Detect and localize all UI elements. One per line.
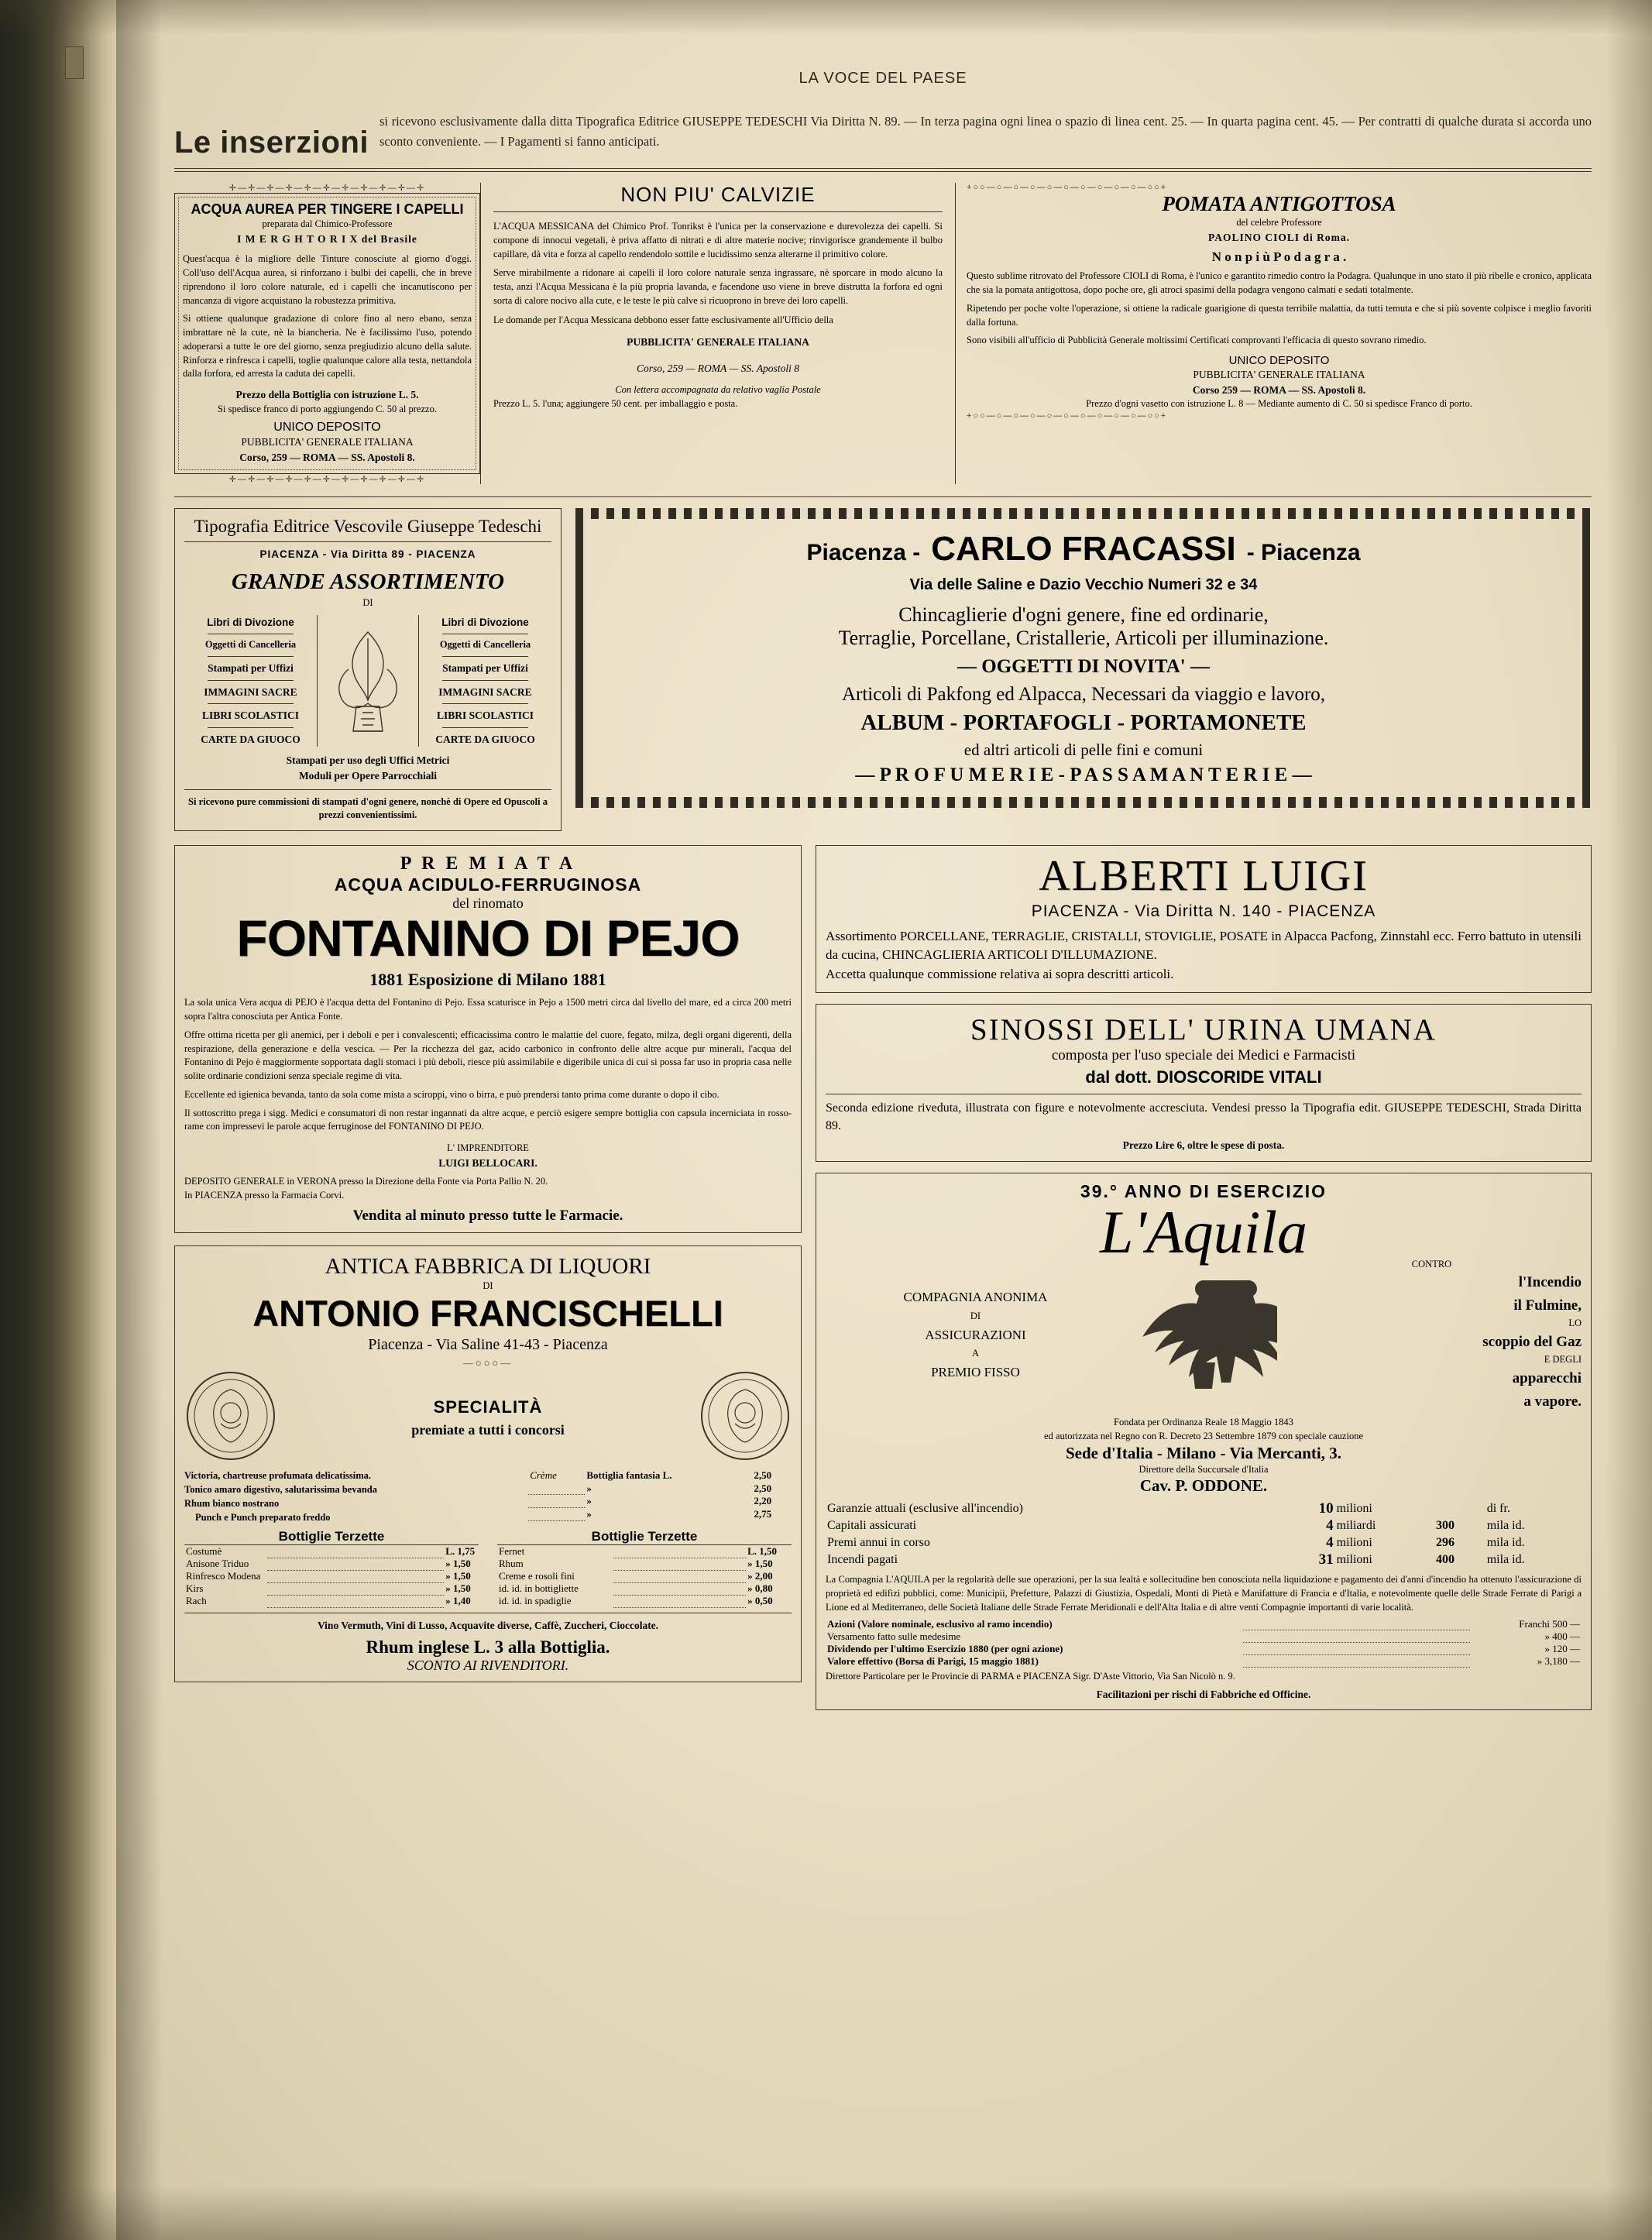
tedeschi-right-0: Libri di Divozione xyxy=(441,616,529,628)
liquori-sconto: SCONTO AI RIVENDITORI. xyxy=(407,1658,569,1674)
page-content xyxy=(174,108,1592,1710)
aquila-sede: Sede d'Italia - Milano - Via Mercanti, 3. xyxy=(1065,1443,1341,1462)
aquila-direttore-label: Direttore della Succursale d'Italia xyxy=(1139,1463,1269,1475)
second-ads-row xyxy=(174,508,1592,832)
ad-carlo-fracassi xyxy=(575,508,1592,832)
calvizie-note: Con lettera accompagnata da relativo vaglia Postale xyxy=(615,384,821,396)
inserzioni-banner xyxy=(174,108,1592,160)
ad-tipografia-tedeschi xyxy=(174,508,562,832)
fracassi-l7: — P R O F U M E R I E - P A S S A M A N T E R I E — xyxy=(855,764,1312,785)
pejo-p2: Offre ottima ricetta per gli anemici, per i deboli e per i convalescenti; efficacissima contro le malattie del cuore, fegato, milza, degli organi digerenti, della respirazione, della generazione e della vescica. — Per la ricchezza del gaz, acido carbonico in confronto delle altre acque pur minerali, l'acqua del Fontanino di Pejo è maggiormente sopportata dagli stomaci i più deboli, riesce più assimilabile e digeribile unica di cui si possa far uso in propria casa nelle solite ordinarie condizioni senza speciale regime di vita. xyxy=(184,1029,792,1082)
table-row xyxy=(826,1500,1582,1517)
pomata-title: POMATA ANTIGOTTOSA xyxy=(1162,192,1396,215)
tr-price-4: » 0,50 xyxy=(747,1595,773,1607)
binding-shadow xyxy=(116,0,163,2240)
tedeschi-list-left xyxy=(184,615,317,747)
tedeschi-left-3: IMMAGINI SACRE xyxy=(204,685,297,698)
page-tab-marker xyxy=(65,46,84,79)
third-ads-row xyxy=(174,845,1592,1710)
liquori-creme-price-3: 2,75 xyxy=(754,1508,772,1520)
fracassi-l5: ALBUM - PORTAFOGLI - PORTAMONETE xyxy=(860,709,1307,735)
pomata-ornament-bottom: +○○—○—○—○—○—○—○—○—○—○—○○+ xyxy=(967,411,1168,421)
aquila-left-0: COMPAGNIA ANONIMA xyxy=(903,1290,1048,1305)
liquori-addr: Piacenza - Via Saline 41-43 - Piacenza xyxy=(368,1336,608,1354)
tl-price-0: L. 1,75 xyxy=(445,1545,476,1558)
pomata-deposito-addr: Corso 259 — ROMA — SS. Apostoli 8. xyxy=(1192,383,1366,396)
acqua-aurea-p1: Quest'acqua è la migliore delle Tinture conosciute al giorno d'oggi. Coll'uso dell'Acqua aurea, si rinforzano i bulbi dei capelli, che in breve riprendono il loro colore naturale, ed i capelli che incanutiscono per mancanza di vigore acquistano la robustezza primitiva. xyxy=(183,253,472,306)
ad-antica-fabbrica-liquori: ANTICA FABBRICA DI LIQUORI DI ANTONIO FRANCISCHELLI Piacenza - Via Saline 41-43 - Piacenza —○○○— SPECIALITÀ premiate a tutti i concorsi Victoria, chartreuse profumata delicatissima. Tonico amaro digestivo, salutarissima bevanda Rhum bianco nostrano Punch e Punch preparato freddo Crème Bottiglia fantasia L. 2,50 » 2,50 » 2,20 » 2,75 Bottiglie Terzette Costumè L. 1,75 Anisone Triduo » 1,50 Rinfresco Modena » 1,50 Kirs » 1,50 Rach » 1,40 Bottiglie Terzette Fernet L. 1,50 Rhum » 1,50 Creme e rosoli fini » 2,00 id. id. in bottigliette » 0,80 id. id. in spadiglie » 0,50 Vino Vermuth, Vini di Lusso, Acquavite diverse, Caffè, Zuccheri, Cioccolate. Rhum inglese L. 3 alla Bottiglia. SCONTO AI RIVENDITORI. xyxy=(174,1245,802,1683)
ad-acqua-aurea xyxy=(174,183,480,484)
liquori-creme-price-0: 2,50 xyxy=(754,1469,772,1482)
aquila-contro-1: il Fulmine, xyxy=(1513,1297,1582,1314)
aquila-row0-tail: di fr. xyxy=(1486,1502,1510,1516)
pejo-imprenditore-label: L' IMPRENDITORE xyxy=(447,1142,529,1154)
liquori-creme-header: Crème xyxy=(530,1469,557,1482)
aquila-share-label-3: Valore effettivo (Borsa di Parigi, 15 maggio 1881) xyxy=(827,1654,1039,1667)
calvizie-prezzo: Prezzo L. 5. l'una; aggiungere 50 cent. per imballaggio e posta. xyxy=(493,398,738,410)
liquori-terzette-right xyxy=(497,1545,792,1608)
pejo-p3: Eccellente ed igienica bevanda, tanto da sola come mista a sciroppi, vino o birra, e può prendersi tanto prima come durante o dopo il cibo. xyxy=(184,1088,720,1100)
liquori-terzette-left-header: Bottiglie Terzette xyxy=(184,1529,479,1545)
tedeschi-left-4: LIBRI SCOLASTICI xyxy=(202,709,299,722)
liquori-item-0: Victoria, chartreuse profumata delicatissima. xyxy=(184,1470,372,1482)
ad-pomata-antigottosa xyxy=(955,183,1592,484)
ornament-bottom: ✛—✛—✛—✛—✛—✛—✛—✛—✛—✛—✛ xyxy=(228,474,426,484)
aquila-row0-unit: milioni xyxy=(1336,1502,1372,1516)
liquori-creme-label-0: Bottiglia fantasia L. xyxy=(586,1469,672,1482)
aquila-row3-label: Incendi pagati xyxy=(827,1553,898,1567)
tl-name-0: Costumè xyxy=(186,1545,222,1558)
acqua-aurea-deposito-label: UNICO DEPOSITO xyxy=(273,421,381,435)
liquori-item-1: Tonico amaro digestivo, salutarissima bevanda xyxy=(184,1484,377,1496)
page-edge-bottom xyxy=(0,2186,1652,2240)
aquila-row2-tail: mila id. xyxy=(1486,1536,1525,1550)
sinossi-prezzo: Prezzo Lire 6, oltre le spese di posta. xyxy=(1122,1139,1285,1152)
acqua-aurea-title: ACQUA AUREA PER TINGERE I CAPELLI xyxy=(191,201,464,217)
inserzioni-title: Le inserzioni xyxy=(174,125,369,160)
tl-price-3: » 1,50 xyxy=(445,1582,471,1595)
tr-name-4: id. id. in spadiglie xyxy=(499,1595,572,1607)
tedeschi-left-5: CARTE DA GIUOCO xyxy=(201,733,301,745)
pomata-prezzo: Prezzo d'ogni vasetto con istruzione L. 8 — Mediante aumento di C. 50 si spedisce Franco di porto. xyxy=(1086,398,1472,410)
aquila-direttore-particolare: Direttore Particolare per le Provincie di PARMA e PIACENZA Sigr. D'Aste Vittorio, Via San Nicolò n. 9. xyxy=(826,1671,1235,1682)
tl-price-2: » 1,50 xyxy=(445,1570,471,1582)
liquori-creme-label-2: » xyxy=(586,1495,592,1507)
aquila-row2-extra: 296 xyxy=(1435,1536,1455,1550)
aquila-row2-label: Premi annui in corso xyxy=(827,1536,930,1550)
tr-name-3: id. id. in bottigliette xyxy=(499,1582,579,1595)
sinossi-title: SINOSSI DELL' URINA UMANA xyxy=(970,1012,1437,1046)
pejo-name: FONTANINO DI PEJO xyxy=(236,909,740,967)
pejo-del: del rinomato xyxy=(452,895,524,911)
aquila-anno: 39.° ANNO DI ESERCIZIO xyxy=(1080,1180,1327,1201)
tedeschi-foot1: Stampati per uso degli Uffici Metrici xyxy=(286,754,450,767)
acqua-aurea-deposito-addr: Corso, 259 — ROMA — SS. Apostoli 8. xyxy=(239,451,415,463)
pomata-p3: Sono visibili all'ufficio di Pubblicità Generale moltissimi Certificati comprovanti l'efficacia di questo sovrano rimedio. xyxy=(967,335,1427,346)
tr-price-3: » 0,80 xyxy=(747,1582,773,1595)
tr-price-0: L. 1,50 xyxy=(747,1545,778,1558)
liquori-terzette-right-header: Bottiglie Terzette xyxy=(497,1529,792,1545)
ad-fontanino-pejo xyxy=(174,845,802,1233)
masthead: LA VOCE DEL PAESE xyxy=(799,70,967,87)
liquori-specialita: SPECIALITÀ xyxy=(433,1397,543,1417)
page-edge-right xyxy=(1606,0,1652,2240)
aquila-share-val-3: » 3,180 — xyxy=(1537,1654,1580,1667)
tr-name-2: Creme e rosoli fini xyxy=(499,1570,575,1582)
aquila-share-label-0: Azioni (Valore nominale, esclusivo al ramo incendio) xyxy=(827,1617,1053,1630)
table-row xyxy=(826,1655,1582,1668)
alberti-addr: PIACENZA - Via Diritta N. 140 - PIACENZA xyxy=(1031,902,1376,920)
fracassi-line1-left: Piacenza - xyxy=(806,539,921,565)
tedeschi-right-4: LIBRI SCOLASTICI xyxy=(437,709,534,722)
table-row xyxy=(826,1618,1582,1630)
alberti-p2: Accetta qualunque commissione relativa ai sopra descritti articoli. xyxy=(826,967,1174,982)
calvizie-title: NON PIU' CALVIZIE xyxy=(620,183,816,206)
calvizie-addr: Corso, 259 — ROMA — SS. Apostoli 8 xyxy=(637,362,799,374)
table-row xyxy=(826,1643,1582,1655)
aquila-autorizzata: ed autorizzata nel Regno con R. Decreto 23 Settembre 1879 con speciale cauzione xyxy=(1044,1430,1363,1441)
liquori-title: ANTICA FABBRICA DI LIQUORI xyxy=(325,1253,651,1279)
liquori-creme-label-3: » xyxy=(586,1508,592,1520)
liquori-creme-table xyxy=(528,1469,792,1521)
aquila-shares-table xyxy=(826,1618,1582,1668)
tedeschi-left-0: Libri di Divozione xyxy=(207,616,294,628)
aquila-share-val-0: Franchi 500 — xyxy=(1519,1617,1580,1630)
aquila-row3-mid: 31 xyxy=(1318,1551,1334,1568)
aquila-row1-mid: 4 xyxy=(1326,1517,1334,1534)
tl-name-2: Rinfresco Modena xyxy=(186,1570,261,1582)
aquila-share-label-2: Dividendo per l'ultimo Esercizio 1880 (per ogni azione) xyxy=(827,1642,1063,1654)
tr-name-0: Fernet xyxy=(499,1545,525,1558)
tedeschi-di: DI xyxy=(362,597,373,609)
pomata-p1: Questo sublime ritrovato del Professore CIOLI di Roma, è l'unico e garantito rimedio contro la Podagra. Qualunque in uno stato il più ribelle e cronico, applicata che sia la pomata antigottosa, dopo poche ore, gli atroci spasimi della podagra vengono calmati e sedati totalmente. xyxy=(967,270,1592,296)
liquori-premiate: premiate a tutti i concorsi xyxy=(411,1422,565,1438)
aquila-fondata: Fondata per Ordinanza Reale 18 Maggio 1843 xyxy=(1114,1417,1293,1428)
tedeschi-right-3: IMMAGINI SACRE xyxy=(438,685,532,698)
pomata-claim: N o n p i ù P o d a g r a . xyxy=(1211,249,1347,265)
tl-price-4: » 1,40 xyxy=(445,1595,471,1607)
liquori-item-2: Rhum bianco nostrano xyxy=(184,1497,280,1509)
ad-sinossi-urina xyxy=(816,1004,1592,1162)
liquori-creme-price-1: 2,50 xyxy=(754,1482,772,1494)
aquila-contro-3: scoppio del Gaz xyxy=(1482,1334,1582,1351)
sinossi-author: dal dott. DIOSCORIDE VITALI xyxy=(1085,1067,1322,1087)
medal-left-icon xyxy=(184,1369,277,1466)
ad-alberti-luigi xyxy=(816,845,1592,993)
fracassi-l1: Chincaglierie d'ogni genere, fine ed ordinarie, xyxy=(898,603,1269,626)
calvizie-p1: L'ACQUA MESSICANA del Chimico Prof. Tonrikst è l'unica per la conservazione e durevolezza dei capelli. Si compone di innocui vegetali, è priva affatto di nitrati e di altre materie nocive; rinvigorisce grandemente il bulbo capillare, dà vita e forza al capello rendendolo sottile e lucidissimo senza alterarne il primitivo colore. xyxy=(493,221,943,259)
aquila-contro-4: E DEGLI xyxy=(1544,1354,1582,1366)
fracassi-line1-right: - Piacenza xyxy=(1246,539,1361,565)
fracassi-l4: Articoli di Pakfong ed Alpacca, Necessari da viaggio e lavoro, xyxy=(841,683,1326,705)
ad-aquila-assicurazioni xyxy=(816,1173,1592,1711)
tl-name-3: Kirs xyxy=(186,1582,204,1595)
calvizie-agency: PUBBLICITA' GENERALE ITALIANA xyxy=(627,336,809,349)
acqua-aurea-prezzo: Prezzo della Bottiglia con istruzione L. 5. xyxy=(235,389,419,401)
tl-price-1: » 1,50 xyxy=(445,1558,471,1570)
aquila-contro-2: LO xyxy=(1568,1318,1582,1329)
book-binding xyxy=(0,0,116,2240)
sinossi-sub: composta per l'uso speciale dei Medici e Farmacisti xyxy=(1051,1046,1356,1063)
tl-name-1: Anisone Triduo xyxy=(186,1558,249,1570)
inserzioni-body: si ricevono esclusivamente dalla ditta Tipografica Editrice GIUSEPPE TEDESCHI Via Diritta N. 89. — In terza pagina ogni linea o spazio di linea cent. 25. — In quarta pagina cent. 45. — Per contratti di qualche durata si accorda uno sconto conveniente. — I Pagamenti si fanno anticipati. xyxy=(380,114,1592,149)
liquori-name: ANTONIO FRANCISCHELLI xyxy=(252,1292,723,1334)
pomata-sub1: del celebre Professore xyxy=(1236,217,1322,228)
aquila-row1-unit: miliardi xyxy=(1336,1519,1376,1533)
aquila-row1-extra: 300 xyxy=(1435,1519,1455,1533)
aquila-share-val-2: » 120 — xyxy=(1544,1642,1580,1654)
tedeschi-title: Tipografia Editrice Vescovile Giuseppe Tedeschi xyxy=(194,516,542,536)
tl-name-4: Rach xyxy=(186,1595,207,1607)
aquila-direttore: Cav. P. ODDONE. xyxy=(1139,1476,1268,1496)
pejo-expo: 1881 Esposizione di Milano 1881 xyxy=(369,970,606,990)
table-row xyxy=(826,1630,1582,1643)
acqua-aurea-p2: Si ottiene qualunque gradazione di colore fino al nero ebano, senza imbrattare nè la cute, nè la biancheria. Ne è facilissimo l'uso, potendo adoperarsi a tutte le ore del giorno, senza pregiudizio alcuno della salute. Rinforza e rinfresca i capelli, toglie qualunque calore alla testa, nettandola dalla forfora, ed arresta la caduta dei capelli. xyxy=(183,313,472,380)
pejo-vendita: Vendita al minuto presso tutte le Farmacie. xyxy=(352,1207,623,1224)
tedeschi-headline: GRANDE ASSORTIMENTO xyxy=(231,569,505,595)
liquori-vino: Vino Vermuth, Vini di Lusso, Acquavite diverse, Caffè, Zuccheri, Cioccolate. xyxy=(317,1619,659,1631)
eagle-icon xyxy=(1130,1263,1277,1407)
liquori-creme-price-2: 2,20 xyxy=(754,1495,772,1507)
aquila-contro-label: CONTRO xyxy=(1411,1258,1452,1269)
fracassi-l6: ed altri articoli di pelle fini e comuni xyxy=(963,740,1204,759)
divider-rule xyxy=(174,168,1592,172)
page-sheet xyxy=(163,27,1603,2188)
aquila-name: L'Aquila xyxy=(1099,1197,1308,1266)
acqua-aurea-sub2: I M E R G H T O R I X del Brasile xyxy=(237,232,417,245)
pejo-imprenditore: LUIGI BELLOCARI. xyxy=(438,1156,538,1169)
aquila-contro-5: apparecchi xyxy=(1512,1370,1582,1387)
tedeschi-right-2: Stampati per Uffizi xyxy=(442,662,528,675)
liquori-creme-label-1: » xyxy=(586,1482,592,1494)
aquila-row0-extra xyxy=(1434,1500,1485,1517)
sinossi-p1: Seconda edizione riveduta, illustrata con figure e notevolmente accresciuta. Vendesi presso la Tipografia edit. GIUSEPPE TEDESCHI, Strada Diritta 89. xyxy=(826,1101,1582,1132)
medal-right-icon xyxy=(699,1369,792,1466)
ad-non-piu-calvizie xyxy=(480,183,955,484)
aquila-facilitazioni: Facilitazioni per rischi di Fabbriche ed Officine. xyxy=(1096,1688,1311,1700)
ornament-top: ✛—✛—✛—✛—✛—✛—✛—✛—✛—✛—✛ xyxy=(228,184,426,193)
tr-price-1: » 1,50 xyxy=(747,1558,773,1570)
pejo-sub: ACQUA ACIDULO-FERRUGINOSA xyxy=(334,874,642,895)
calvizie-p2: Serve mirabilmente a ridonare ai capelli il loro colore naturale senza ingrassare, nè sporcare in modo alcuno la testa, anzi l'Acqua Messicana è la più propria lavanda, e facendone uso viene in breve distrutta la forfora ed ogni sorta di calore nocivo alla cute, e le teste le più calve si ricuoprono in breve dei loro capelli. xyxy=(493,267,943,306)
pomata-ornament-top: +○○—○—○—○—○—○—○—○—○—○—○○+ xyxy=(967,183,1168,192)
printer-emblem-icon xyxy=(317,615,419,747)
liquori-rhum: Rhum inglese L. 3 alla Bottiglia. xyxy=(366,1637,610,1658)
tedeschi-foot2: Moduli per Opere Parrocchiali xyxy=(298,769,438,782)
pomata-sub2: PAOLINO CIOLI di Roma. xyxy=(1207,231,1351,243)
aquila-contro-0: l'Incendio xyxy=(1518,1274,1582,1291)
table-row xyxy=(826,1551,1582,1568)
table-row xyxy=(826,1517,1582,1534)
pejo-p1: La sola unica Vera acqua di PEJO è l'acqua detta del Fontanino di Pejo. Essa scaturisce in Pejo a 1500 metri circa dal livello del mare, ed a circa 200 metri sopra l'altra conosciuta per Antica Fonte. xyxy=(184,997,792,1022)
tedeschi-right-5: CARTE DA GIUOCO xyxy=(435,733,535,745)
aquila-row2-unit: milioni xyxy=(1336,1536,1372,1550)
alberti-p1: Assortimento PORCELLANE, TERRAGLIE, CRISTALLI, STOVIGLIE, POSATE in Alpacca Pacfong, Zinnstahl ecc. Ferro battuto in utensili da cucina, CHINCAGLIERIA ARTICOLI D'ILLUMAZIONE. xyxy=(826,928,1582,963)
aquila-row1-tail: mila id. xyxy=(1486,1519,1525,1533)
aquila-contro-6: a vapore. xyxy=(1523,1393,1582,1410)
aquila-row2-mid: 4 xyxy=(1326,1534,1334,1551)
calvizie-p3: Le domande per l'Acqua Messicana debbono esser fatte esclusivamente all'Ufficio della xyxy=(493,314,833,325)
pomata-deposito-label: UNICO DEPOSITO xyxy=(1228,354,1330,368)
tedeschi-addr: PIACENZA - Via Diritta 89 - PIACENZA xyxy=(259,548,476,560)
tedeschi-list-right xyxy=(419,615,551,747)
table-row xyxy=(826,1534,1582,1551)
aquila-row0-label: Garanzie attuali (esclusive all'incendio) xyxy=(827,1502,1023,1516)
top-ads-row xyxy=(174,183,1592,484)
aquila-row3-unit: milioni xyxy=(1336,1553,1372,1567)
fracassi-name: CARLO FRACASSI xyxy=(931,529,1236,568)
aquila-row3-tail: mila id. xyxy=(1486,1553,1525,1567)
pejo-premiata: P R E M I A T A xyxy=(400,854,576,874)
aquila-row0-mid: 10 xyxy=(1318,1500,1334,1517)
liquori-di: DI xyxy=(483,1280,493,1291)
pejo-piacenza: In PIACENZA presso la Farmacia Corvi. xyxy=(184,1190,345,1201)
liquori-terzette-left xyxy=(184,1545,479,1608)
aquila-row1-label: Capitali assicurati xyxy=(827,1519,917,1533)
tr-name-1: Rhum xyxy=(499,1558,524,1570)
aquila-row3-extra: 400 xyxy=(1435,1553,1455,1567)
pomata-p2: Ripetendo per poche volte l'operazione, si ottiene la radicale guarigione di questa terribile malattia, da tutti temuta e che si più sovente colpisce i meglio favoriti dalla fortuna. xyxy=(967,302,1592,328)
fracassi-l2: Terraglie, Porcellane, Cristallerie, Articoli per illuminazione. xyxy=(838,626,1329,649)
acqua-aurea-deposito-name: PUBBLICITA' GENERALE ITALIANA xyxy=(241,436,414,448)
aquila-share-label-1: Versamento fatto sulle medesime xyxy=(827,1630,961,1642)
tedeschi-left-1: Oggetti di Cancelleria xyxy=(204,639,297,651)
acqua-aurea-sub1: preparata dal Chimico-Professore xyxy=(262,218,393,229)
aquila-left-4: PREMIO FISSO xyxy=(931,1364,1020,1379)
aquila-figures-table xyxy=(826,1500,1582,1568)
aquila-left-2: ASSICURAZIONI xyxy=(925,1327,1026,1342)
pomata-deposito-name: PUBBLICITA' GENERALE ITALIANA xyxy=(1193,369,1365,381)
tr-price-2: » 2,00 xyxy=(747,1570,773,1582)
aquila-p1: La Compagnia L'AQUILA per la regolarità delle sue operazioni, per la sua lealtà e sollecitudine ben conosciuta nella liquidazione e pagamento dei d'anni d'incendio ha ottenuto l'assicurazione di proprietà ed edifizi pubblici, come: Municipii, Prefetture, Palazzi di Giustizia, Ospedali, Monti di Pietà e Manifatture di Francia e d'Italia, e notevolmente quelle delle Strade Ferrate di Parigi a Lione ed al Mediterraneo, delle Società Italiane delle Strade Ferrate Meridionali e dell'Alta Italia e di altre venti Compagnie importanti di varie località. xyxy=(826,1574,1582,1613)
aquila-share-val-1: » 400 — xyxy=(1544,1630,1580,1642)
aquila-left-1: DI xyxy=(970,1310,981,1321)
tedeschi-left-2: Stampati per Uffizi xyxy=(208,662,294,675)
liquori-item-3: Punch e Punch preparato freddo xyxy=(195,1511,331,1523)
tedeschi-right-1: Oggetti di Cancelleria xyxy=(439,639,531,651)
fracassi-l3: — OGGETTI DI NOVITA' — xyxy=(957,655,1210,677)
acqua-aurea-spedizione: Si spedisce franco di porto aggiungendo C. 50 al prezzo. xyxy=(218,403,437,414)
tedeschi-foot3: Si ricevono pure commissioni di stampati d'ogni genere, nonchè di Opere ed Opuscoli a prezzi convenientissimi. xyxy=(188,795,548,821)
aquila-left-3: A xyxy=(971,1348,980,1359)
pejo-p4: Il sottoscritto prega i sigg. Medici e consumatori di non restar ingannati da altre acque, e perciò esigere sempre bottiglia con capsula incerniciata in rosso-rame con impressevi le parole acque ferruginose del FONTANINO DI PEJO. xyxy=(184,1107,792,1132)
pejo-deposito: DEPOSITO GENERALE in VERONA presso la Direzione della Fonte via Porta Pallio N. 20. xyxy=(184,1176,548,1187)
fracassi-addr: Via delle Saline e Dazio Vecchio Numeri 32 e 34 xyxy=(909,575,1258,593)
alberti-name: ALBERTI LUIGI xyxy=(1039,852,1369,900)
